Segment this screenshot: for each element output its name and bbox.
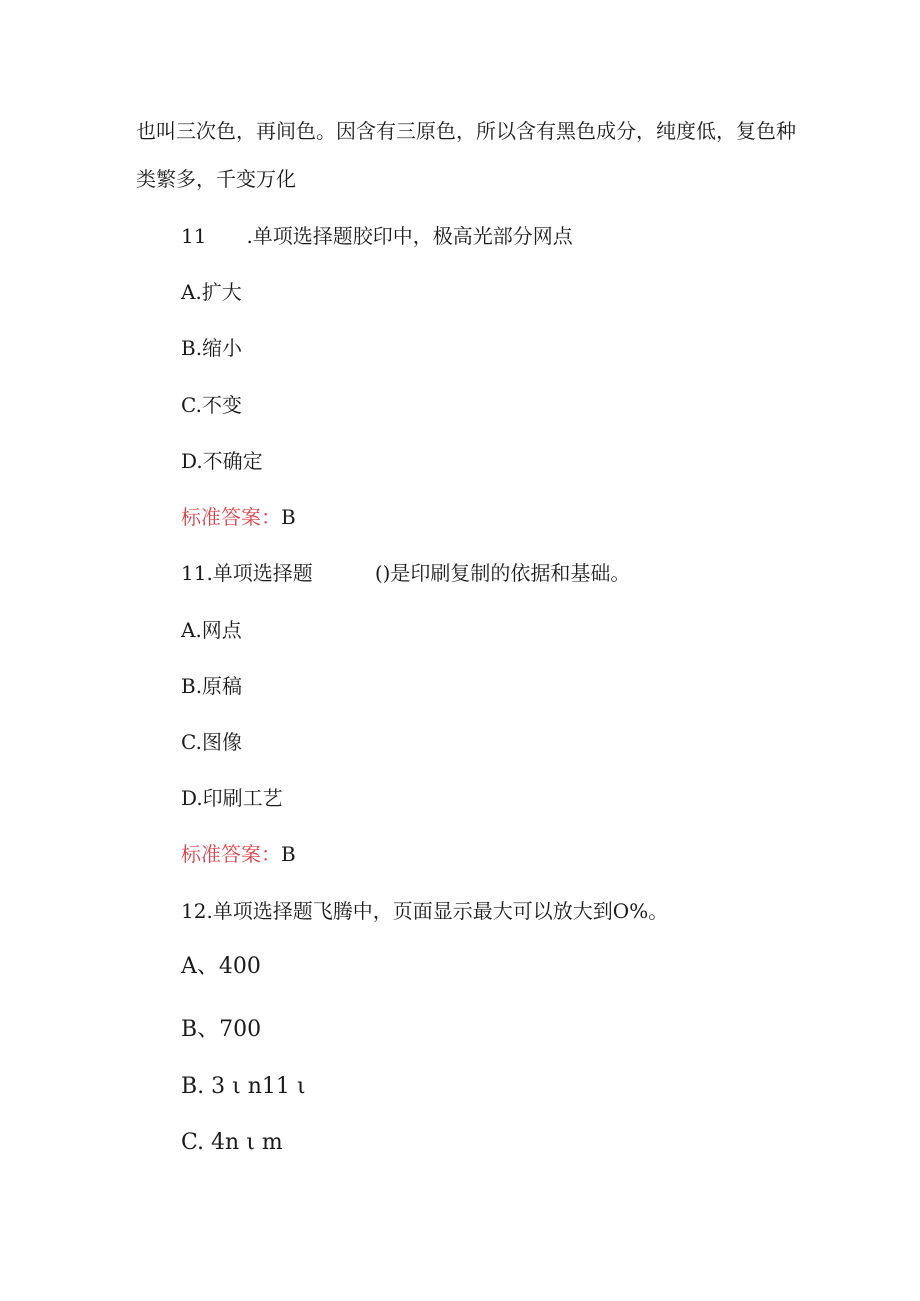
option-b: B.原稿 [181, 674, 243, 698]
question-text-part-1: 11.单项选择题 [181, 561, 313, 585]
answer-label: 标准答案： [181, 505, 281, 529]
answer-value: B [281, 842, 296, 866]
option-b-alt: B. 3 ι n11 ι [181, 1074, 306, 1099]
option-b: B.缩小 [181, 336, 243, 360]
answer-value: B [281, 505, 296, 529]
option-a: A.网点 [181, 618, 242, 642]
intro-line-2: 类繁多，千变万化 [136, 167, 296, 191]
option-c: C.不变 [181, 393, 242, 417]
question-text: .单项选择题胶印中，极高光部分网点 [246, 224, 573, 248]
option-b: B、700 [181, 1017, 262, 1042]
option-c: C.图像 [181, 730, 242, 754]
option-a: A、400 [181, 954, 261, 979]
option-c: C. 4n ι m [181, 1130, 283, 1155]
option-a: A.扩大 [181, 280, 242, 304]
standard-answer [181, 840, 296, 868]
question-number: 11 [181, 224, 207, 248]
answer-label: 标准答案： [181, 842, 281, 866]
question-text-part-2: ()是印刷复制的依据和基础。 [374, 561, 631, 585]
question-stem [181, 559, 630, 587]
question-stem [181, 222, 573, 250]
standard-answer [181, 503, 296, 531]
option-d: D.印刷工艺 [181, 786, 283, 810]
question-stem: 12.单项选择题飞腾中，页面显示最大可以放大到O%。 [181, 899, 669, 923]
option-d: D.不确定 [181, 449, 263, 473]
intro-line-1: 也叫三次色，再间色。因含有三原色，所以含有黑色成分，纯度低，复色种 [136, 119, 796, 143]
